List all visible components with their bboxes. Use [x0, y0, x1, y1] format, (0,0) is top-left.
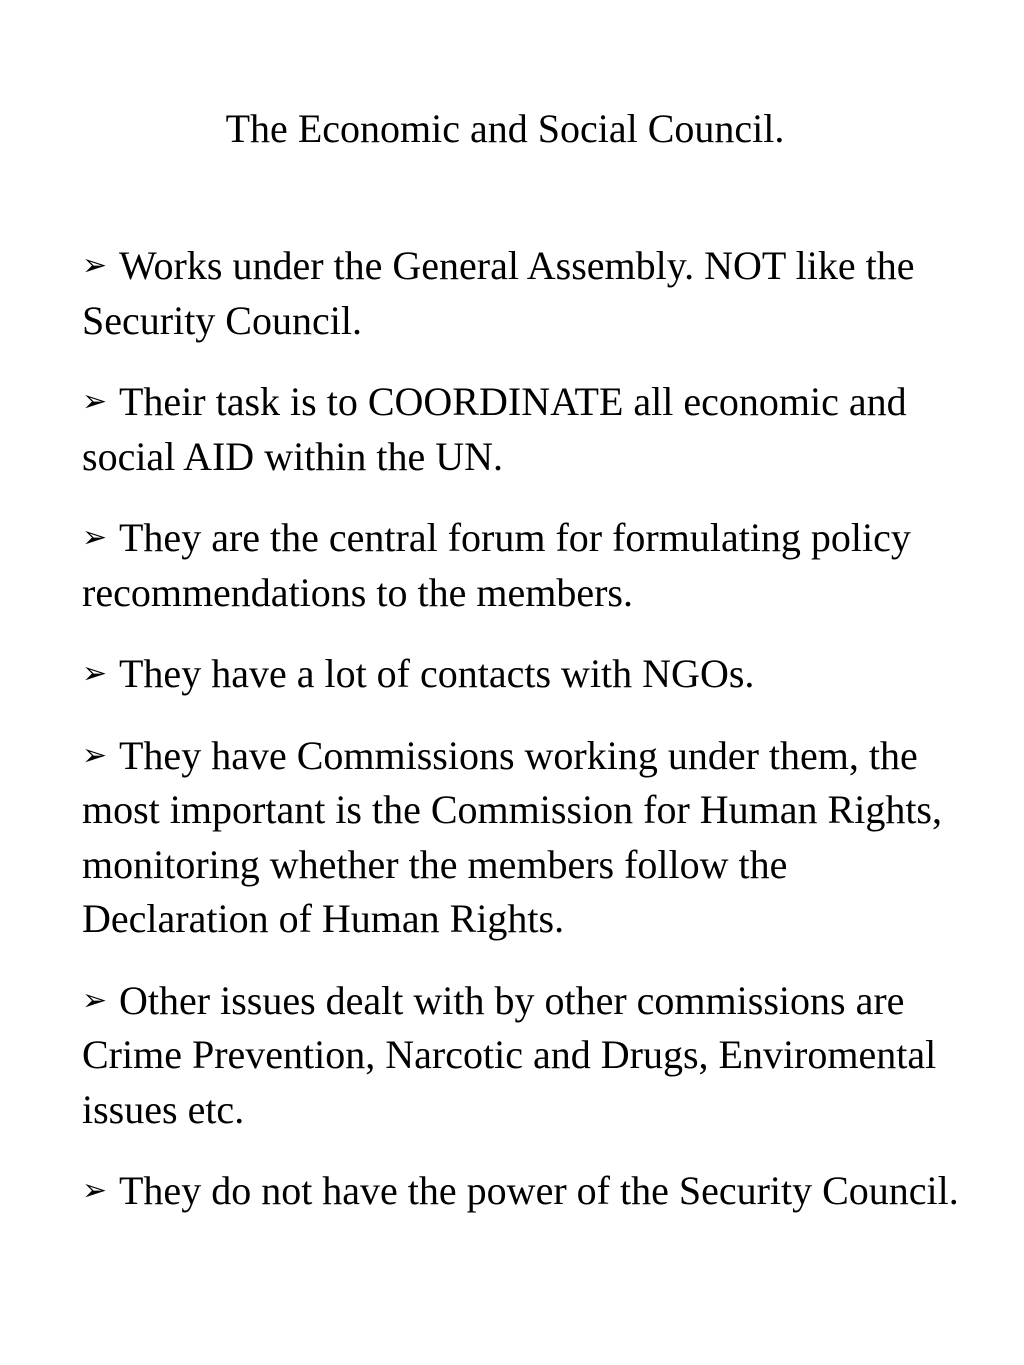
bullet-item — [82, 1164, 982, 1219]
arrow-bullet-icon: ➢ — [82, 248, 108, 283]
bullet-text: Other issues dealt with by other commissions are Crime Prevention, Narcotic and Drugs, Enviromental issues etc. — [82, 977, 937, 1132]
slide-title: The Economic and Social Council. — [225, 106, 785, 151]
bullet-item — [82, 239, 982, 348]
bullet-text: They are the central forum for formulating policy recommendations to the members. — [82, 515, 911, 615]
arrow-bullet-icon: ➢ — [82, 520, 108, 555]
bullet-item — [82, 729, 982, 947]
bullet-item — [82, 647, 982, 702]
arrow-bullet-icon: ➢ — [82, 656, 108, 691]
bullet-item — [82, 974, 982, 1138]
bullet-text: Their task is to COORDINATE all economic and social AID within the UN. — [82, 379, 907, 479]
bullet-text: Works under the General Assembly. NOT like the Security Council. — [82, 243, 915, 343]
bullet-text: They do not have the power of the Security Council. — [119, 1168, 959, 1213]
arrow-bullet-icon: ➢ — [82, 384, 108, 419]
bullet-text: They have Commissions working under them, the most important is the Commission for Human Rights, monitoring whether the members follow the Declaration of Human Rights. — [82, 732, 942, 941]
bullet-item — [82, 375, 982, 484]
bullet-list — [82, 239, 982, 1246]
arrow-bullet-icon: ➢ — [82, 737, 108, 773]
bullet-text: They have a lot of contacts with NGOs. — [119, 651, 755, 696]
arrow-bullet-icon: ➢ — [82, 1173, 108, 1208]
bullet-item — [82, 511, 982, 620]
arrow-bullet-icon: ➢ — [82, 982, 108, 1018]
